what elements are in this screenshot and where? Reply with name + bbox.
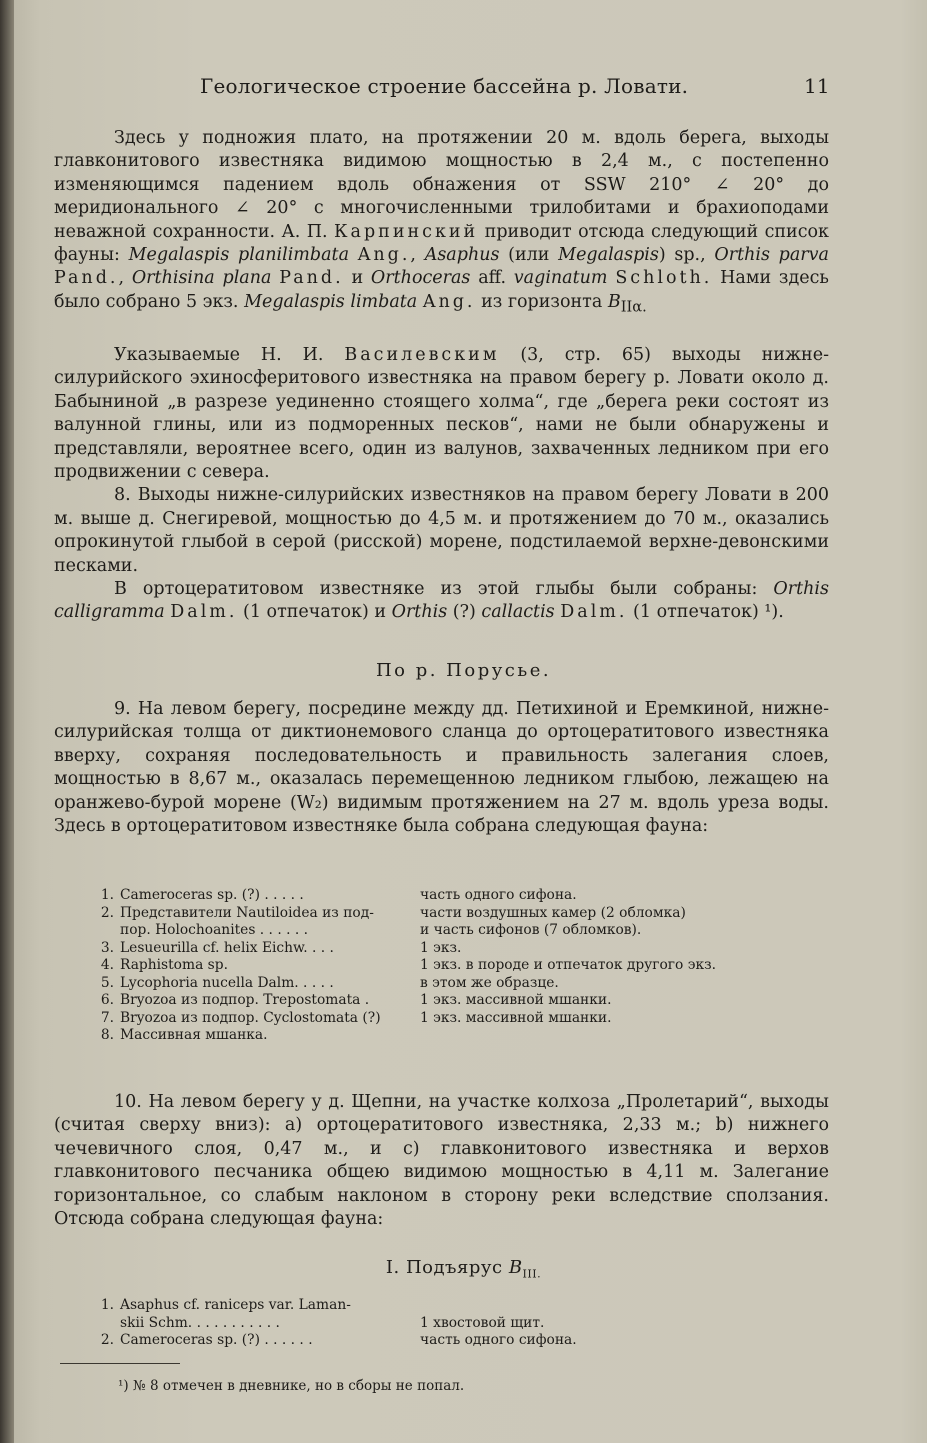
author-name: Карпинский <box>333 221 479 242</box>
species-name: Orthisina plana <box>131 268 272 289</box>
fauna-taxon: Bryozoa из подпор. Cyclostomata (?) <box>120 1009 381 1026</box>
fauna-row <box>88 1027 716 1045</box>
paragraph-9: 9. На левом берегу, посредине между дд. Петихиной и Еремкиной, нижне-силурийская толща от диктионемового сланца до ортоцератитового известняка вверху, сохраняя последовательность и правильность залегания слоев, мощностью в 8,67 м., оказалась перемещенною ледником глыбою, лежащею на оранжево-бурой морене (W₂) видимым протяжением на 27 м. вдоль уреза воды. Здесь в ортоцератитовом известняке была собрана следующая фауна: <box>54 699 829 837</box>
fauna-note: 1 хвостовой щит. <box>420 1314 545 1331</box>
fauna-number: 7. <box>100 1009 114 1026</box>
fauna-number: 2. <box>100 904 114 921</box>
fauna-row <box>88 957 716 975</box>
paragraph-vasilevsky: Указываемые Н. И. Василевским (3, стр. 65) выходы нижне-силурийского эхиносферитового известняка на правом берегу р. Ловати около д. Бабыниной „в разрезе уединенно стоящего холма“, где „берега реки состоят из валунной глины, или из подморенных песков“, нами не были обнаружены и представляли, вероятнее всего, один из валунов, захваченных ледником при его продвижении с севера. 8. Выходы нижне-силурийских известняков на правом берегу Ловати в 200 м. выше д. Снегиревой, мощностью до 4,5 м. и протяжением до 70 м., оказались опрокинутой глыбой в серой (рисской) морене, подстилаемой верхне-девонскими песками. В ортоцератитовом известняке из этой глыбы были собраны: Orthis calligramma Dalm. (1 отпечаток) и Orthis (?) callactis Dalm. (1 отпечаток) ¹). <box>54 344 829 625</box>
fauna-note: 1 экз. массивной мшанки. <box>420 992 612 1008</box>
species-name: Megalaspis <box>558 245 659 266</box>
fauna-taxon: Lycophoria nucella Dalm. . . . . <box>120 974 334 991</box>
fauna-number: 8. <box>100 1027 114 1043</box>
fauna-row <box>88 940 716 958</box>
fauna-list-1 <box>88 887 716 1045</box>
author-name: Ang. <box>357 245 411 266</box>
fauna-number: 2. <box>100 1332 114 1348</box>
paragraph-10: 10. На левом берегу у д. Щепни, на участке колхоза „Пролетарий“, выходы (считая сверху вниз): a) ортоцератитового известняка, 2,33 м.; b) нижнего чечевичного слоя, 0,47 м., и c) главконитового известняка и верхов главконитового песчаника общею видимою мощностью в 4,11 м. Залегание горизонтальное, со слабым наклоном в сторону реки вследствие сползания. Отсюда собрана следующая фауна: <box>54 1092 829 1230</box>
author-name: Pand. <box>54 268 119 289</box>
author-name: Василевским <box>344 345 500 365</box>
horizon-subscript: IIα. <box>620 298 647 316</box>
fauna-taxon: пор. Holochoanites . . . . . . <box>120 922 309 938</box>
fauna-note: 1 экз. массивной мшанки. <box>420 1009 612 1026</box>
author-name: Schloth. <box>615 268 713 289</box>
footnote: ¹) № 8 отмечен в дневнике, но в сборы не попал. <box>118 1378 465 1394</box>
fauna-note <box>420 1027 716 1045</box>
page-number: 11 <box>804 74 830 98</box>
fauna-row <box>88 1315 577 1333</box>
species-name: Orthis <box>391 602 448 623</box>
fauna-row <box>88 1297 577 1315</box>
fauna-row <box>88 992 716 1010</box>
fauna-taxon: Cameroceras sp. (?) . . . . . . <box>120 1332 313 1348</box>
species-name: Orthis parva <box>714 245 829 266</box>
species-name: Asaphus <box>424 245 500 266</box>
fauna-note: 1 экз. в породе и отпечаток другого экз. <box>420 957 716 973</box>
fauna-taxon: Raphistoma sp. <box>120 957 228 973</box>
fauna-taxon: Bryozoa из подпор. Trepostomata . <box>120 992 370 1008</box>
author-name: Dalm. <box>170 602 238 623</box>
fauna-taxon: Представители Nautiloidea из под- <box>120 904 374 921</box>
fauna-number: 4. <box>100 957 114 973</box>
fauna-number <box>88 1315 120 1333</box>
fauna-row <box>88 1332 577 1350</box>
fauna-note: часть одного сифона. <box>420 887 577 903</box>
fauna-number: 3. <box>100 939 114 956</box>
species-name: callactis <box>481 602 555 623</box>
book-spine-shadow <box>0 0 14 1443</box>
fauna-note: в этом же образце. <box>420 974 559 991</box>
species-name: Megalaspis limbata <box>244 291 418 312</box>
fauna-taxon: skii Schm. . . . . . . . . . . <box>120 1314 280 1331</box>
fauna-row <box>88 1010 716 1028</box>
fauna-row <box>88 975 716 993</box>
author-name: Ang. <box>422 291 476 312</box>
fauna-number: 1. <box>100 887 114 903</box>
fauna-row <box>88 922 716 940</box>
species-name: Megalaspis planilimbata <box>128 245 350 266</box>
fauna-taxon: Массивная мшанка. <box>120 1027 268 1043</box>
fauna-row <box>88 887 716 905</box>
fauna-note: и часть сифонов (7 обломков). <box>420 922 642 938</box>
section-heading: По р. Порусье. <box>375 660 552 681</box>
fauna-number: 6. <box>100 992 114 1008</box>
fauna-row <box>88 905 716 923</box>
running-header: Геологическое строение бассейна р. Ловати. <box>200 74 689 98</box>
author-name: Dalm. <box>560 602 628 623</box>
fauna-taxon: Cameroceras sp. (?) . . . . . <box>120 887 304 903</box>
paragraph-8: 8. Выходы нижне-силурийских известняков на правом берегу Ловати в 200 м. выше д. Снегиревой, мощностью до 4,5 м. и протяжением до 70 м., оказались опрокинутой глыбой в серой (рисской) морене, подстилаемой верхне-девонскими песками. <box>54 485 829 576</box>
fauna-note <box>420 1297 577 1315</box>
species-name: Orthoceras <box>370 268 471 289</box>
horizon-symbol: B <box>607 291 621 312</box>
fauna-taxon: Lesueurilla cf. helix Eichw. . . . <box>120 939 334 956</box>
fauna-number <box>88 922 120 940</box>
fauna-note: часть одного сифона. <box>420 1332 577 1348</box>
fauna-note: 1 экз. <box>420 939 462 956</box>
paragraph-plateau-outcrop: Здесь у подножия плато, на протяжении 20 м. вдоль берега, выходы главконитового известняка видимою мощностью в 2,4 м., с постепенно изменяющимся падением вдоль обнажения от SSW 210° ∠ 20° до меридионального ∠ 20° с многочисленными трилобитами и брахиоподами неважной сохранности. А. П. Карпинский приводит отсюда следующий список фауны: Megalaspis planilimbata Ang., Asaphus (или Megalaspis) sp., Orthis parva Pand., Orthisina plana Pand. и Orthoceras aff. vaginatum Schloth. Нами здесь было собрано 5 экз. Megalaspis limbata Ang. из горизонта $B_{II\alpha.}$ <box>54 128 829 316</box>
fauna-list-2 <box>88 1297 577 1350</box>
author-name: Pand. <box>279 268 344 289</box>
paragraph-orthoceratite: В ортоцератитовом известняке из этой глыбы были собраны: Orthis calligramma Dalm. (1 отпечаток) и Orthis (?) callactis Dalm. (1 отпечаток) ¹). <box>54 579 829 623</box>
fauna-taxon: Asaphus cf. raniceps var. Laman- <box>120 1297 351 1313</box>
species-name: Orthis calligramma <box>54 579 829 623</box>
footnote-rule <box>60 1363 180 1364</box>
species-name: vaginatum <box>513 268 608 289</box>
subsection-heading: I. Подъярус $B_{III.}$ <box>385 1257 542 1281</box>
fauna-number: 1. <box>100 1297 114 1313</box>
fauna-number: 5. <box>100 974 114 991</box>
fauna-note: части воздушных камер (2 обломка) <box>420 904 686 921</box>
